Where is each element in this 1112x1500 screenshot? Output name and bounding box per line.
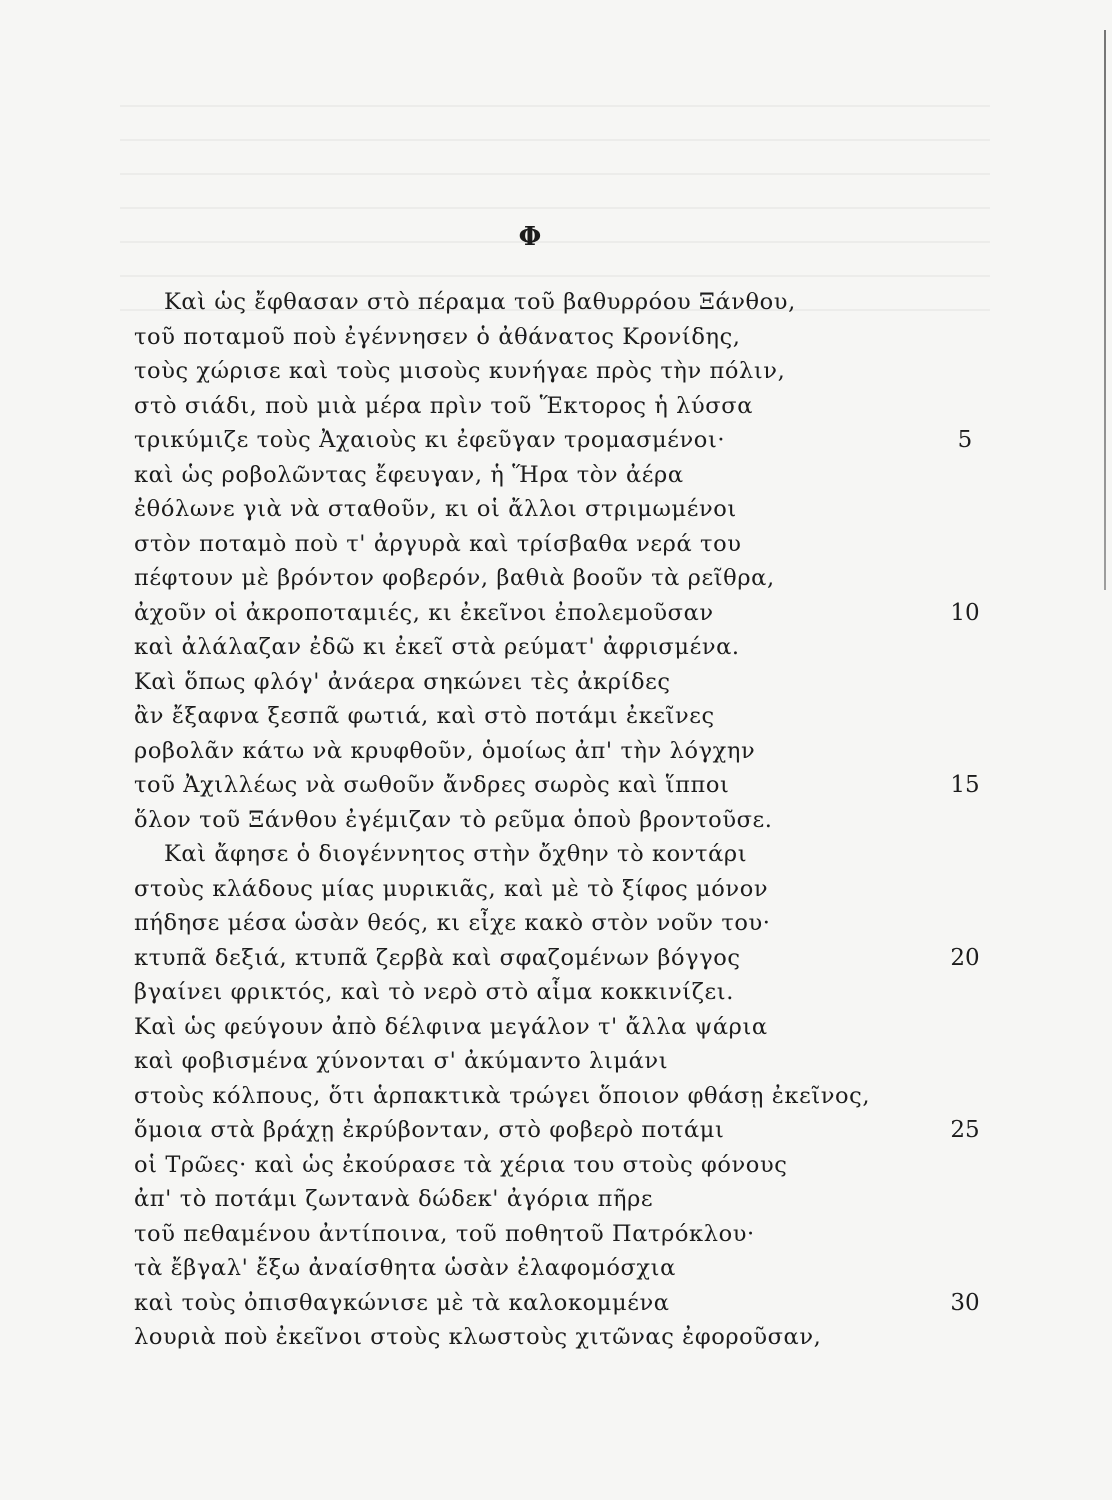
- verse-line: τρικύμιζε τοὺς Ἀχαιοὺς κι ἐφεῦγαν τρομασμένοι·: [134, 427, 726, 453]
- verse-line: λουριὰ ποὺ ἐκεῖνοι στοὺς κλωστοὺς χιτῶνας ἐφοροῦσαν,: [134, 1324, 822, 1350]
- verse-line: Καὶ ὡς φεύγουν ἀπὸ δέλφινα μεγάλον τ' ἄλλα ψάρια: [134, 1013, 768, 1040]
- poem-text: [134, 285, 894, 1355]
- line-number: 5: [957, 427, 973, 453]
- verse-line: καὶ ἀλάλαζαν ἐδῶ κι ἐκεῖ στὰ ρεύματ' ἀφρισμένα.: [134, 634, 740, 660]
- verse-line: πέφτουν μὲ βρόντον φοβερόν, βαθιὰ βοοῦν τὰ ρεῖθρα,: [134, 565, 775, 591]
- line-number: 15: [950, 772, 980, 798]
- verse-line: οἱ Τρῶες· καὶ ὡς ἐκούρασε τὰ χέρια του στοὺς φόνους: [134, 1151, 788, 1178]
- bleed-through-header: [110, 34, 980, 64]
- verse-line: στοὺς κόλπους, ὅτι ἁρπακτικὰ τρώγει ὅποιον φθάσῃ ἐκεῖνος,: [134, 1082, 871, 1109]
- verse-line: πήδησε μέσα ὡσὰν θεός, κι εἶχε κακὸ στὸν νοῦν του·: [134, 910, 771, 936]
- verse-line: Καὶ ὅπως φλόγ' ἀνάερα σηκώνει τὲς ἀκρίδες: [134, 668, 671, 695]
- line-number: 30: [950, 1289, 980, 1316]
- verse-line: ἐθόλωνε γιὰ νὰ σταθοῦν, κι οἱ ἄλλοι στριμωμένοι: [134, 496, 737, 522]
- verse-line: στὸν ποταμὸ ποὺ τ' ἀργυρὰ καὶ τρίσβαθα νερά του: [134, 530, 742, 557]
- verse-line: Καὶ ὡς ἔφθασαν στὸ πέραμα τοῦ βαθυρρόου Ξάνθου,: [164, 289, 796, 315]
- verse-line: στὸ σιάδι, ποὺ μιὰ μέρα πρὶν τοῦ Ἕκτορος ἡ λύσσα: [134, 392, 753, 419]
- verse-line: στοὺς κλάδους μίας μυρικιᾶς, καὶ μὲ τὸ ξίφος μόνον: [134, 875, 769, 902]
- verse-line: καὶ τοὺς ὀπισθαγκώνισε μὲ τὰ καλοκομμένα: [134, 1289, 670, 1316]
- verse-line: τοῦ Ἀχιλλέως νὰ σωθοῦν ἄνδρες σωρὸς καὶ ἵπποι: [134, 772, 730, 798]
- verse-line: ἀπ' τὸ ποτάμι ζωντανὰ δώδεκ' ἀγόρια πῆρε: [134, 1186, 654, 1212]
- page-edge-shadow: [1104, 30, 1106, 590]
- verse-line: τὰ ἔβγαλ' ἔξω ἀναίσθητα ὡσὰν ἐλαφομόσχια: [134, 1255, 676, 1281]
- verse-line: ὅμοια στὰ βράχῃ ἐκρύβονταν, στὸ φοβερὸ ποτάμι: [134, 1117, 725, 1143]
- line-number: 10: [950, 599, 980, 626]
- verse-line: τοῦ πεθαμένου ἀντίποινα, τοῦ ποθητοῦ Πατρόκλου·: [134, 1220, 755, 1247]
- verse-line: Καὶ ἄφησε ὁ διογέννητος στὴν ὄχθην τὸ κοντάρι: [164, 841, 748, 867]
- line-number: 25: [950, 1117, 980, 1143]
- verse-line: βγαίνει φρικτός, καὶ τὸ νερὸ στὸ αἷμα κοκκινίζει.: [134, 979, 734, 1005]
- verse-line: καὶ φοβισμένα χύνονται σ' ἀκύμαντο λιμάνι: [134, 1048, 669, 1074]
- book-letter-heading: Φ: [518, 222, 542, 252]
- verse-line: τοῦ ποταμοῦ ποὺ ἐγέννησεν ὁ ἀθάνατος Κρονίδης,: [134, 323, 741, 350]
- verse-line: ἀχοῦν οἱ ἀκροποταμιές, κι ἐκεῖνοι ἐπολεμοῦσαν: [134, 599, 714, 626]
- verse-line: ροβολᾶν κάτω νὰ κρυφθοῦν, ὁμοίως ἀπ' τὴν λόγχην: [134, 737, 756, 764]
- verse-line: ὅλον τοῦ Ξάνθου ἐγέμιζαν τὸ ρεῦμα ὁποὺ βροντοῦσε.: [134, 806, 773, 833]
- verse-line: καὶ ὡς ροβολῶντας ἔφευγαν, ἡ Ἥρα τὸν ἀέρα: [134, 461, 684, 488]
- verse-line: τοὺς χώρισε καὶ τοὺς μισοὺς κυνήγαε πρὸς τὴν πόλιν,: [134, 358, 786, 384]
- verse-line: ἂν ἔξαφνα ξεσπᾶ φωτιά, καὶ στὸ ποτάμι ἐκεῖνες: [134, 703, 715, 729]
- line-number: 20: [950, 944, 980, 971]
- verse-line: κτυπᾶ δεξιά, κτυπᾶ ζερβὰ καὶ σφαζομένων βόγγος: [134, 944, 741, 971]
